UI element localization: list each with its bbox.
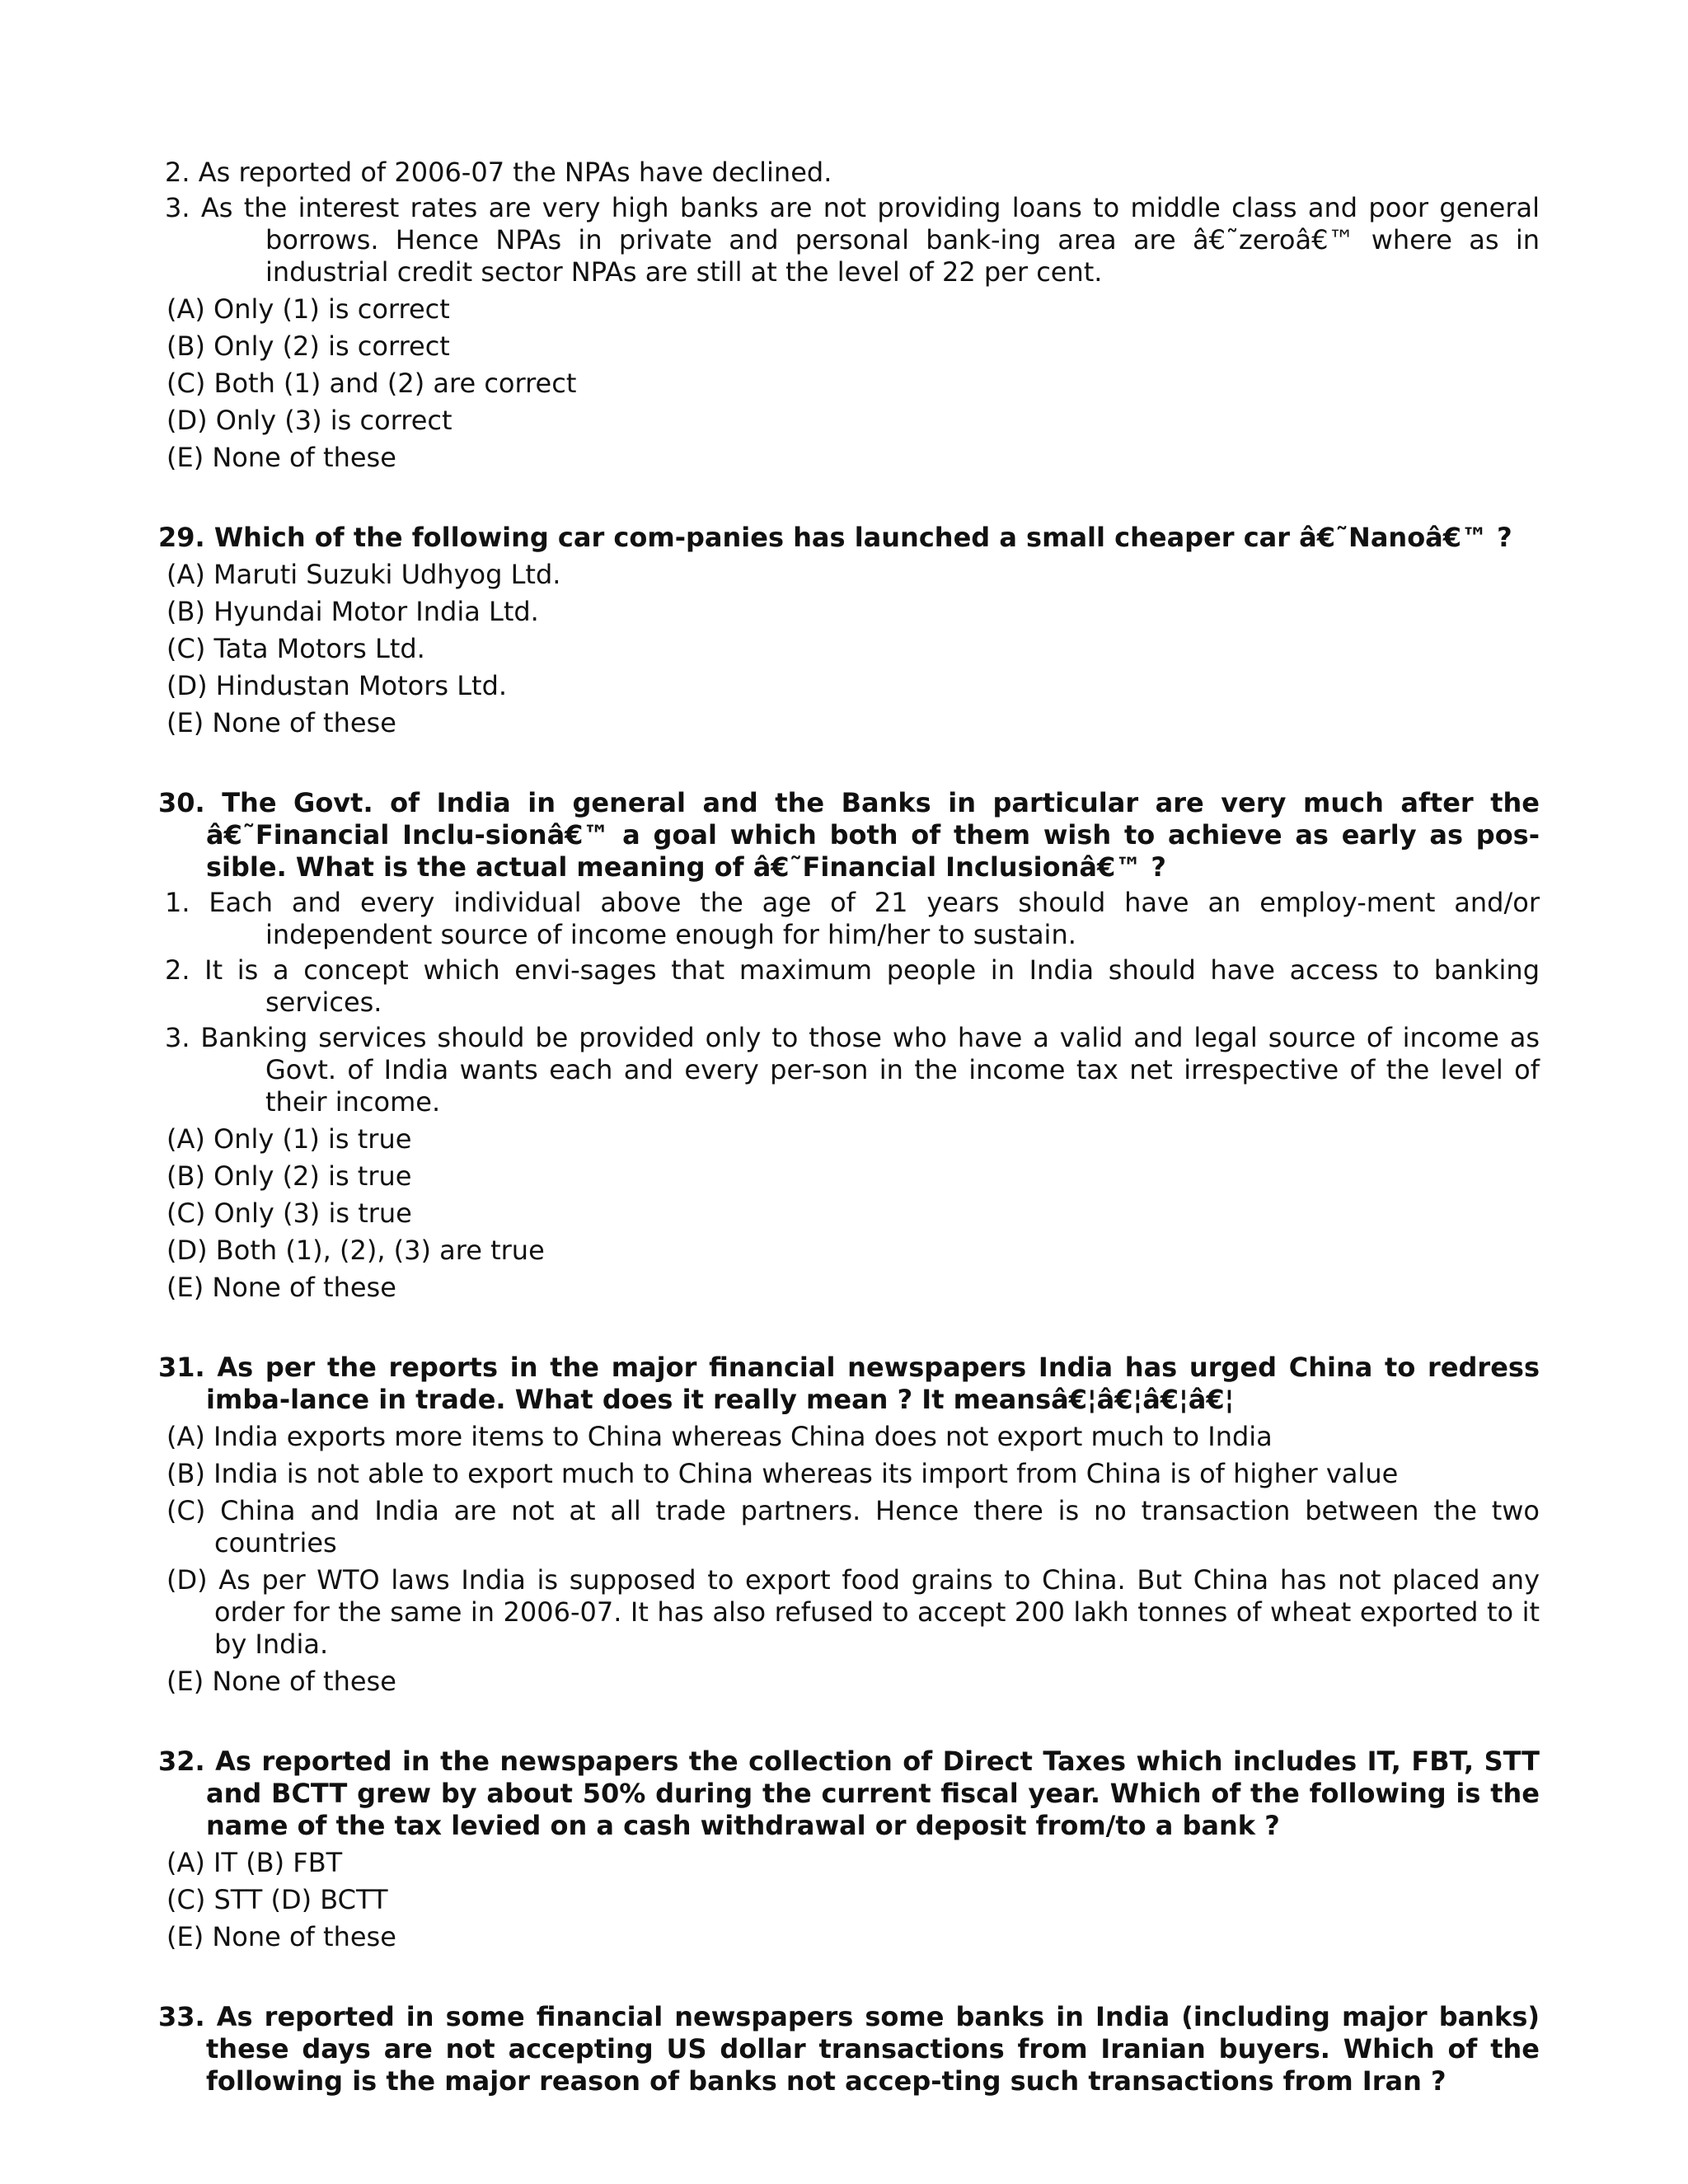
question-title: 29. Which of the following car com-panies has launched a small cheaper car â€˜Nanoâ€™ ?: [158, 522, 1512, 553]
statement-3: 3. As the interest rates are very high banks are not providing loans to middle class and poor general borrows. Hence NPAs in private and personal bank-ing area are â€˜zeroâ€™ where as in industrial credit sector NPAs are still at the level of 22 per cent.: [165, 192, 1540, 288]
option-e: (E) None of these: [166, 1921, 396, 1952]
question-title: 32. As reported in the newspapers the collection of Direct Taxes which includes IT, FBT, STT and BCTT grew by about 50% during the current fiscal year. Which of the following is the name of the tax levied on a cash withdrawal or deposit from/to a bank ?: [158, 1746, 1540, 1841]
option-b: (B) Hyundai Motor India Ltd.: [166, 596, 539, 627]
question-title: 33. As reported in some financial newspapers some banks in India (including major banks) these days are not accepting US dollar transactions from Iranian buyers. Which of the following is the major reason of banks not accep-ting such transactions from Iran ?: [158, 2001, 1540, 2097]
option-e: (E) None of these: [166, 1272, 396, 1303]
question-28-tail: [158, 157, 1540, 474]
option-c: (C) Tata Motors Ltd.: [166, 633, 425, 664]
option-c: (C) Both (1) and (2) are correct: [166, 368, 577, 399]
question-33: [158, 2001, 1540, 2097]
option-a: (A) Maruti Suzuki Udhyog Ltd.: [166, 559, 561, 590]
option-b: (B) Only (2) is correct: [166, 330, 450, 362]
option-e: (E) None of these: [166, 1666, 396, 1697]
option-c: (C) China and India are not at all trade partners. Hence there is no transaction between the two countries: [166, 1495, 1540, 1558]
option-e: (E) None of these: [166, 707, 396, 738]
option-a: (A) India exports more items to China whereas China does not export much to India: [166, 1421, 1273, 1452]
option-d: (D) As per WTO laws India is supposed to export food grains to China. But China has not placed any order for the same in 2006-07. It has also refused to accept 200 lakh tonnes of wheat exported to it by India.: [166, 1564, 1540, 1660]
question-title: 31. As per the reports in the major financial newspapers India has urged China to redress imba-lance in trade. What does it really mean ? It meansâ€¦â€¦â€¦â€¦: [158, 1352, 1540, 1415]
option-a: (A) Only (1) is correct: [166, 293, 450, 325]
statement-2: 2. As reported of 2006-07 the NPAs have declined.: [165, 157, 832, 188]
question-31: [158, 1352, 1540, 1698]
option-d: (D) Both (1), (2), (3) are true: [166, 1235, 545, 1266]
question-32: [158, 1746, 1540, 1953]
option-e: (E) None of these: [166, 442, 396, 473]
question-title: 30. The Govt. of India in general and the Banks in particular are very much after the â€˜Financial Inclu-sionâ€™ a goal which both of them wish to achieve as early as pos-sible. What is the actual meaning of â€˜Financial Inclusionâ€™ ?: [158, 787, 1540, 883]
option-d: (D) Hindustan Motors Ltd.: [166, 670, 508, 701]
statement-2: 2. It is a concept which envi-sages that maximum people in India should have access to banking services.: [165, 954, 1540, 1018]
question-30: [158, 787, 1540, 1304]
option-b: (B) Only (2) is true: [166, 1160, 412, 1192]
option-c-d: (C) STT (D) BCTT: [166, 1884, 388, 1915]
option-b: (B) India is not able to export much to China whereas its import from China is of higher value: [166, 1458, 1399, 1489]
statement-3: 3. Banking services should be provided only to those who have a valid and legal source of income as Govt. of India wants each and every per-son in the income tax net irrespective of the level of their income.: [165, 1022, 1540, 1118]
option-d: (D) Only (3) is correct: [166, 405, 452, 436]
option-c: (C) Only (3) is true: [166, 1197, 412, 1229]
option-a-b: (A) IT (B) FBT: [166, 1847, 343, 1878]
option-a: (A) Only (1) is true: [166, 1123, 412, 1155]
statement-1: 1. Each and every individual above the age of 21 years should have an employ-ment and/or independent source of income enough for him/her to sustain.: [165, 887, 1540, 950]
question-29: [158, 522, 1540, 739]
